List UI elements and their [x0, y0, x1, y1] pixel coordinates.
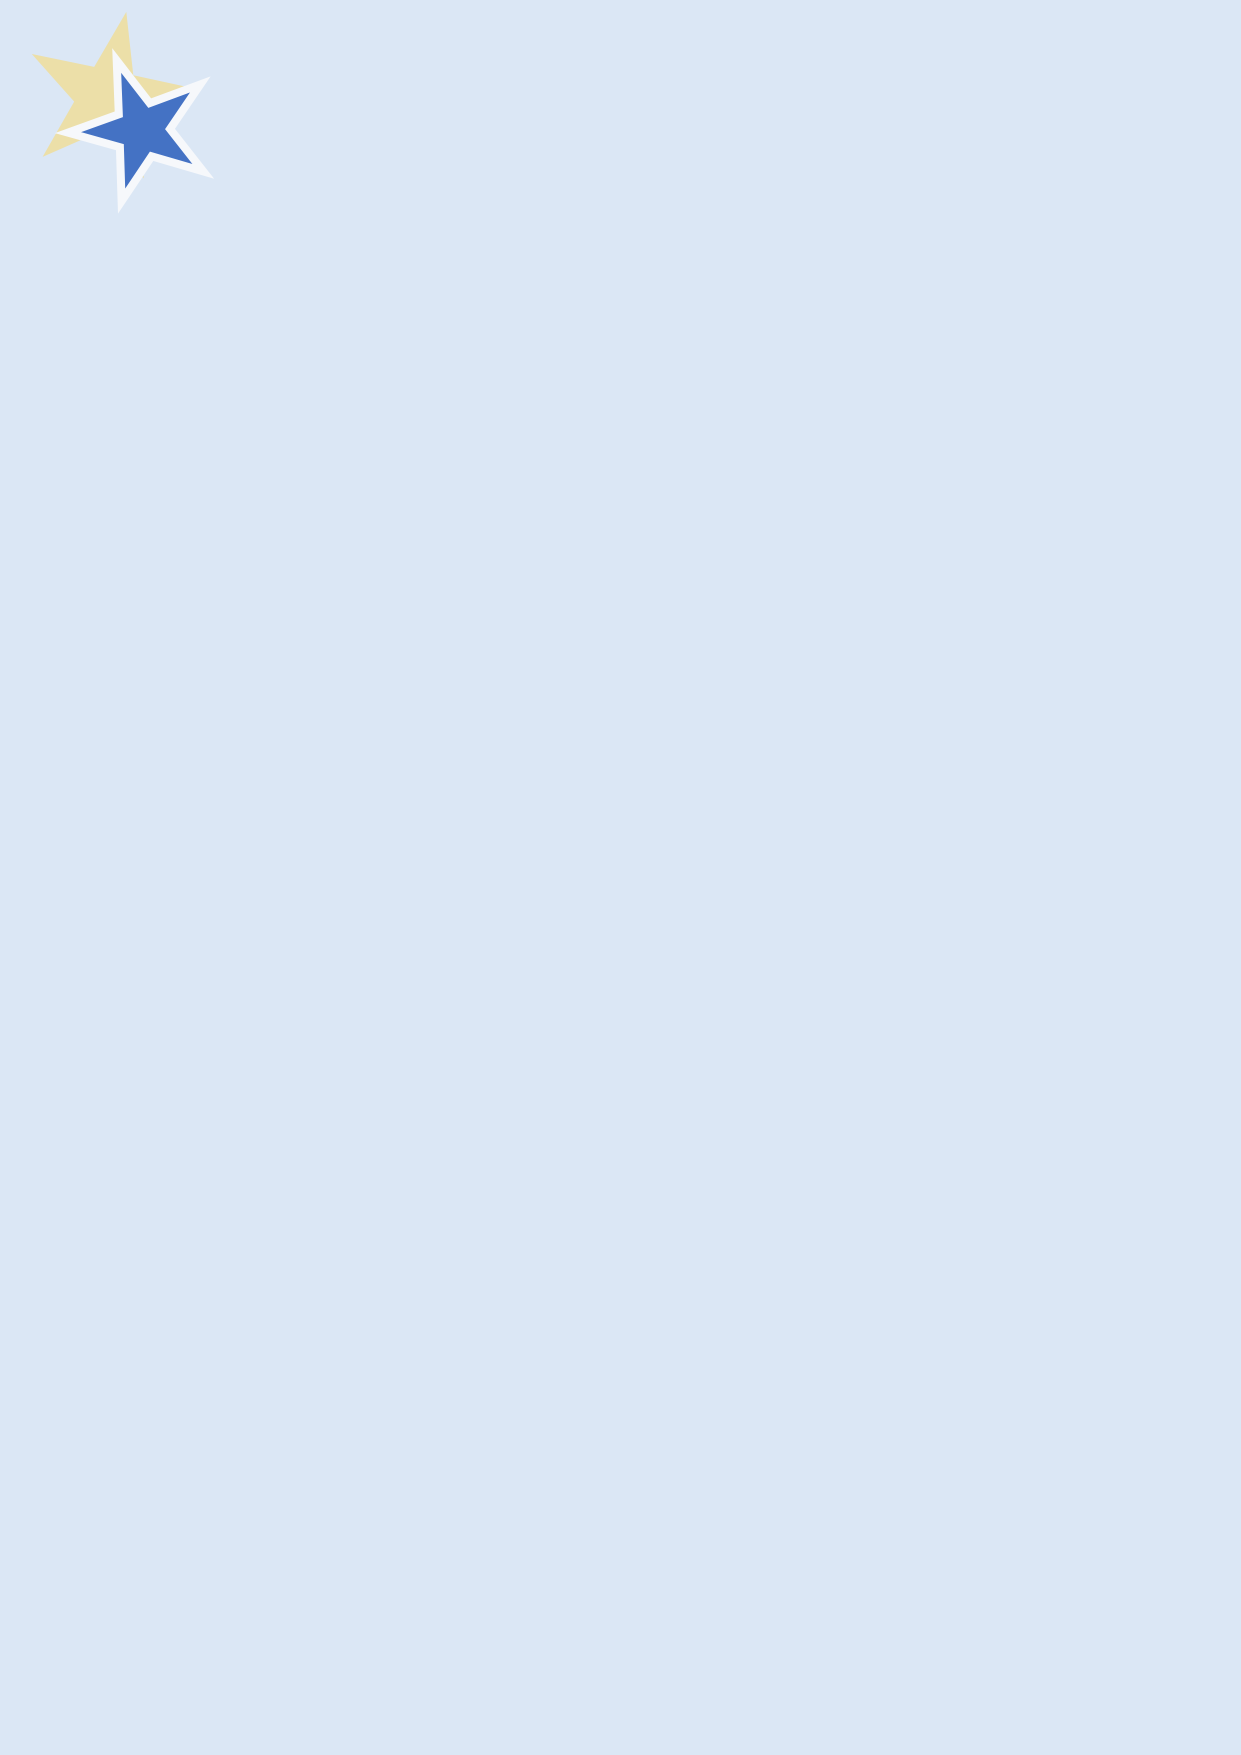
two-stars-icon: [0, 0, 250, 220]
